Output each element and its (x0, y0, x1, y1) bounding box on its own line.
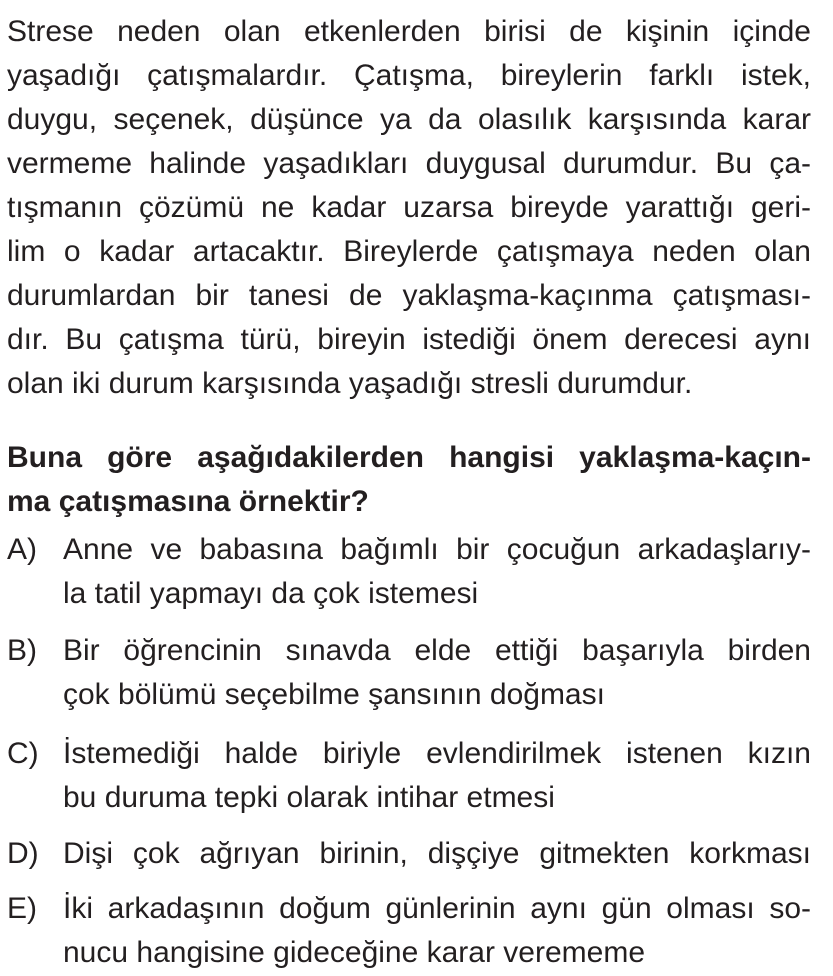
passage-line: dır. Bu çatışma türü, bireyin istediği önem derecesi aynı (7, 323, 811, 356)
option-text (63, 528, 811, 616)
passage-line: vermeme halinde yaşadıkları duygusal durumdur. Bu ça- (7, 147, 811, 180)
passage-line: duygu, seçenek, düşünce ya da olasılık karşısında karar (7, 103, 811, 136)
option-text (63, 629, 811, 717)
option-line: Anne ve babasına bağımlı bir çocuğun arkadaşlarıy- (63, 533, 811, 566)
option-line: bu duruma tepki olarak intihar etmesi (63, 781, 555, 814)
option-letter: B) (7, 634, 37, 667)
option-line: Dişi çok ağrıyan birinin, dişçiye gitmekten korkması (63, 837, 811, 870)
option-line: nucu hangisine gideceğine karar verememe (63, 936, 646, 969)
option-text (63, 732, 811, 820)
option-line: İki arkadaşının doğum günlerinin aynı gün olması so- (63, 892, 811, 925)
passage-line: tışmanın çözümü ne kadar uzarsa bireyde yarattığı geri- (7, 191, 811, 224)
option-line: çok bölümü seçebilme şansının doğması (63, 678, 605, 711)
option-text (63, 887, 811, 975)
option-letter: A) (7, 533, 37, 566)
option-line: İstemediği halde biriyle evlendirilmek istenen kızın (63, 737, 811, 770)
question-stem (7, 436, 811, 524)
passage-line: lim o kadar artacaktır. Bireylerde çatışmaya neden olan (7, 235, 811, 268)
option-letter: D) (7, 837, 39, 870)
option-line: la tatil yapmayı da çok istemesi (63, 577, 479, 610)
question-line: Buna göre aşağıdakilerden hangisi yaklaşma-kaçın- (7, 441, 811, 474)
passage-line: durumlardan bir tanesi de yaklaşma-kaçınma çatışması- (7, 279, 811, 312)
option-line: Bir öğrencinin sınavda elde ettiği başarıyla birden (63, 634, 811, 667)
passage-line: olan iki durum karşısında yaşadığı stresli durumdur. (7, 367, 693, 400)
option-text (63, 832, 811, 876)
option-letter: E) (7, 892, 37, 925)
passage-line: Strese neden olan etkenlerden birisi de kişinin içinde (7, 15, 811, 48)
passage-line: yaşadığı çatışmalardır. Çatışma, bireylerin farklı istek, (7, 59, 811, 92)
option-letter: C) (7, 737, 39, 770)
question-line: ma çatışmasına örnektir? (7, 485, 369, 518)
passage-paragraph (7, 10, 811, 406)
